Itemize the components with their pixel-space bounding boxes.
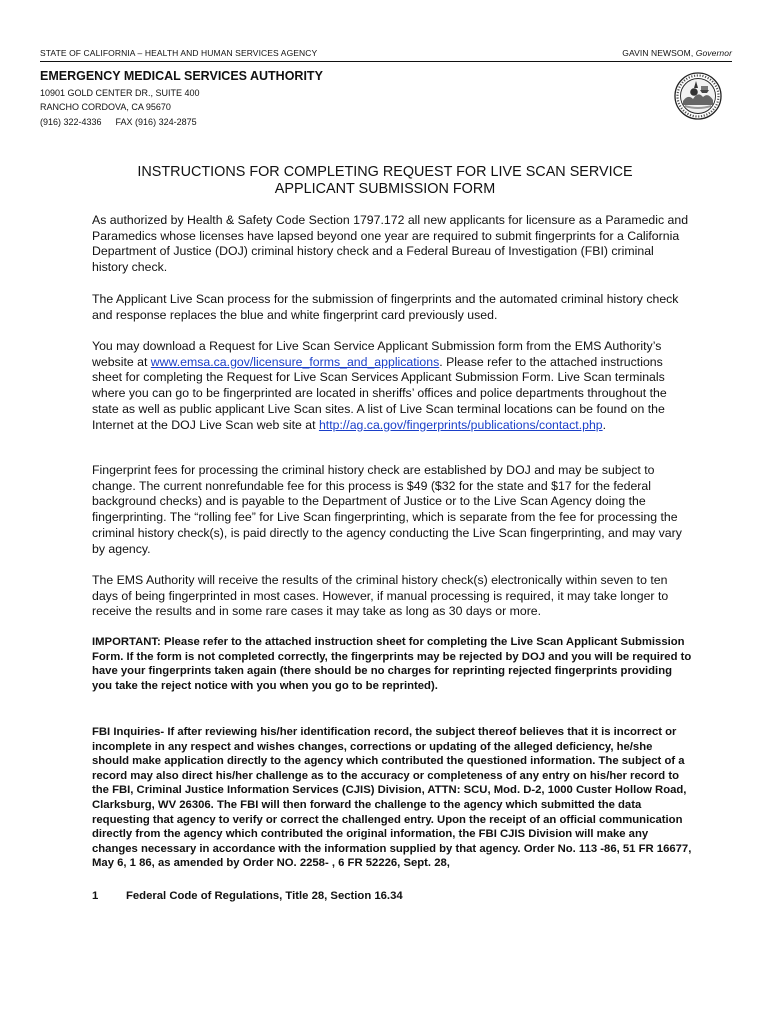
download-text-a: You may download a Request for Live Scan Service Applicant Submission form from the EMS Authority’s website at [92,339,662,369]
governor-title: Governor [695,48,732,58]
doj-live-scan-link[interactable]: http://ag.ca.gov/fingerprints/publications/contact.php [318,417,603,432]
fbi-inquiries-notice: FBI Inquiries- If after reviewing his/her identification record, the subject thereof believes that it is incorrect or incomplete in any respect and wishes changes, corrections or updating of the alleged deficiency, he/she should make application directly to the agency which contributed the questioned information. The subject of a record may also direct his/her challenge as to the accuracy or completeness of any entry on his/her record to the FBI, Criminal Justice Information Services (CJIS) Division, ATTN: SCU, Mod. D-2, 1000 Custer Hollow Road, Clarksburg, WV 26306. The FBI will then forward the challenge to the agency which submitted the data requesting that agency to verify or correct the challenged entry. Upon the receipt of an official communication directly from the agency which contributed the original information, the FBI CJIS Division will make any changes necessary in accordance with the information supplied by that agency. Order No. 113 -86, 51 FR 16677, May 6, 1 86, as amended by Order NO. 2258- , 6 FR 52226, Sept. 28, [92,726,692,870]
paragraph-results-timing: The EMS Authority will receive the results of the criminal history check(s) electronically within seven to ten days of being fingerprinted in most cases. However, if manual processing is required, it may take longer to receive the results and in some rare cases it may take as long as 30 days or more. [92,573,669,619]
paragraph-fees: Fingerprint fees for processing the criminal history check are established by DOJ and may be subject to change. The current nonrefundable fee for this process is $49 ($32 for the state and $17 for the federal background checks) and is payable to the Department of Justice or to the Live Scan Agency doing the fingerprinting. The “rolling fee” for Live Scan fingerprinting, which is separate from the fee for processing the criminal history check(s), is paid directly to the agency conducting the Live Scan fingerprinting, and may vary by agency. [92,463,682,556]
download-text-c: . [602,417,607,432]
header-divider [40,61,732,62]
contact-line [40,117,197,127]
title-line-1: INSTRUCTIONS FOR COMPLETING REQUEST FOR LIVE SCAN SERVICE [137,164,633,180]
department-name: EMERGENCY MEDICAL SERVICES AUTHORITY [40,69,323,83]
regulation-reference [92,890,403,902]
agency-line: STATE OF CALIFORNIA – HEALTH AND HUMAN SERVICES AGENCY [40,48,318,58]
download-text-b: . Please refer to the attached instructions sheet for completing the Request for Live Scan Services Applicant Submission Form. Live Scan terminals where you can go to be fingerprinted are located in sheriffs’ offices and police departments throughout the state as well as public applicant Live Scan sites. A list of Live Scan terminal locations can be found on the Internet at the DOJ Live Scan web site at [92,354,667,432]
governor-line [622,48,732,58]
paragraph-download-form [92,339,692,433]
emsa-forms-link[interactable]: www.emsa.ca.gov/licensure_forms_and_applications [150,354,440,369]
important-notice: IMPORTANT: Please refer to the attached instruction sheet for completing the Live Scan Applicant Submission Form. If the form is not completed correctly, the fingerprints may be rejected by DOJ and you will be required to have your fingerprints taken again (there should be no charges for reprinting rejected fingerprints providing you take the reject notice with you when you go to be reprinted). [92,636,692,692]
phone-number: (916) 322-4336 [40,117,102,127]
address-line-1: 10901 GOLD CENTER DR., SUITE 400 [40,88,200,98]
title-line-2: APPLICANT SUBMISSION FORM [274,181,496,197]
address-line-2: RANCHO CORDOVA, CA 95670 [40,102,171,112]
paragraph-authorization: As authorized by Health & Safety Code Section 1797.172 all new applicants for licensure as a Paramedic and Paramedics whose licenses have lapsed beyond one year are required to submit fingerprints for a California Department of Justice (DOJ) criminal history check and a Federal Bureau of Investigation (FBI) criminal history check. [92,213,689,275]
fax-number: FAX (916) 324-2875 [115,117,197,127]
footnote-number: 1 [92,890,99,902]
state-seal-icon [674,72,722,120]
paragraph-live-scan-process: The Applicant Live Scan process for the submission of fingerprints and the automated criminal history check and response replaces the blue and white fingerprint card previously used. [92,292,679,322]
governor-name: GAVIN NEWSOM, [622,48,694,58]
regulation-text: Federal Code of Regulations, Title 28, Section 16.34 [126,890,403,902]
document-title [92,164,678,198]
